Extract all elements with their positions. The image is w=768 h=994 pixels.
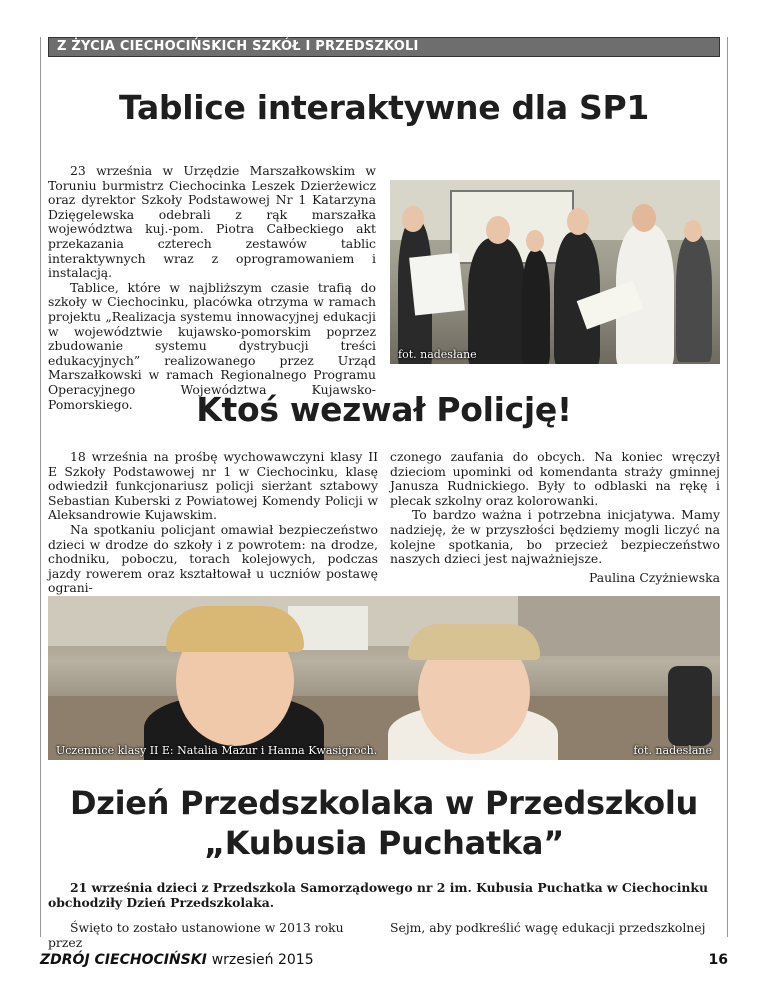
article3-title (40, 783, 728, 863)
article2-right-column (390, 450, 720, 585)
article1-photo (390, 180, 720, 364)
page-number: 16 (708, 952, 728, 968)
article3-body-right: Sejm, aby podkreślić wagę edukacji przedszkolnej (390, 920, 706, 935)
article2-paragraph: To bardzo ważna i potrzebna inicjatywa. Mamy nadzieję, że w przyszłości będziemy mogli liczyć na kolejne spotkania, bo przecież bezpieczeństwo naszych dzieci jest najważniejsze. (390, 507, 720, 567)
article2-title: Ktoś wezwał Policję! (196, 390, 572, 429)
article2-paragraph: czonego zaufania do obcych. Na koniec wręczył dzieciom upominki od komendanta straży gminnej Janusza Rudnickiego. Były to odblaski na rękę i plecak szkolny oraz kolorowanki. (390, 449, 720, 508)
article2-paragraph: 18 września na prośbę wychowawczyni klasy II E Szkoły Podstawowej nr 1 w Ciechocinku, klasę odwiedził funkcjonariusz policji sierżant sztabowy Sebastian Kuberski z Powiatowej Komendy Policji w Aleksandrowie Kujawskim. (48, 449, 378, 523)
article2-paragraph: Na spotkaniu policjant omawiał bezpieczeństwo dzieci w drodze do szkoły i z powrotem: na drodze, chodniku, poboczu, torach kolejowych, podczas jazdy rowerem oraz kształtował u uczniów postawę ograni- (48, 521, 378, 596)
article3-title-line2: „Kubusia Puchatka” (204, 824, 564, 862)
footer-publication (40, 952, 314, 968)
article2-author: Paulina Czyżniewska (588, 569, 720, 585)
article3-lead: 21 września dzieci z Przedszkola Samorządowego nr 2 im. Kubusia Puchatka w Ciechocinku obchodziły Dzień Przedszkolaka. (48, 880, 709, 910)
article2-photo-caption: Uczennice klasy II E: Natalia Mazur i Hanna Kwasigroch. (56, 744, 378, 757)
section-header: Z ŻYCIA CIECHOCIŃSKICH SZKÓŁ I PRZEDSZKOLI (48, 37, 720, 57)
article3-body-left: Święto to zostało ustanowione w 2013 roku przez (48, 920, 344, 950)
article1-paragraph: 23 września w Urzędzie Marszałkowskim w Toruniu burmistrz Ciechocinka Leszek Dzierżewicz oraz dyrektor Szkoły Podstawowej Nr 1 Katarzyna Dzięgelewska odebrali z rąk marszałka województwa kuj.-pom. Piotra Całbeckiego akt przekazania czterech zestawów tablic interaktywnych wraz z oprogramowaniem i instalacją. (48, 163, 376, 281)
article1-photo-credit: fot. nadesłane (398, 348, 477, 361)
article2-photo (48, 596, 720, 760)
article2-left-column (48, 450, 378, 596)
publication-name: ZDRÓJ CIECHOCIŃSKI (40, 952, 207, 968)
article3-title-line1: Dzień Przedszkolaka w Przedszkolu (69, 784, 698, 822)
article1-body (48, 164, 376, 412)
article2-photo-credit: fot. nadesłane (633, 744, 712, 757)
article1-title: Tablice interaktywne dla SP1 (119, 88, 649, 127)
article1-paragraph: Tablice, które w najbliższym czasie trafią do szkoły w Ciechocinku, placówka otrzyma w ramach projektu „Realizacja systemu innowacyjnej edukacji w województwie kujawsko-pomorskim poprzez zbudowanie systemu dystrybucji treści edukacyjnych” realizowanego przez Urząd Marszałkowski w ramach Regionalnego Programu Operacyjnego Województwa Kujawsko-Pomorskiego. (48, 279, 376, 412)
issue-date: wrzesień 2015 (211, 952, 314, 968)
